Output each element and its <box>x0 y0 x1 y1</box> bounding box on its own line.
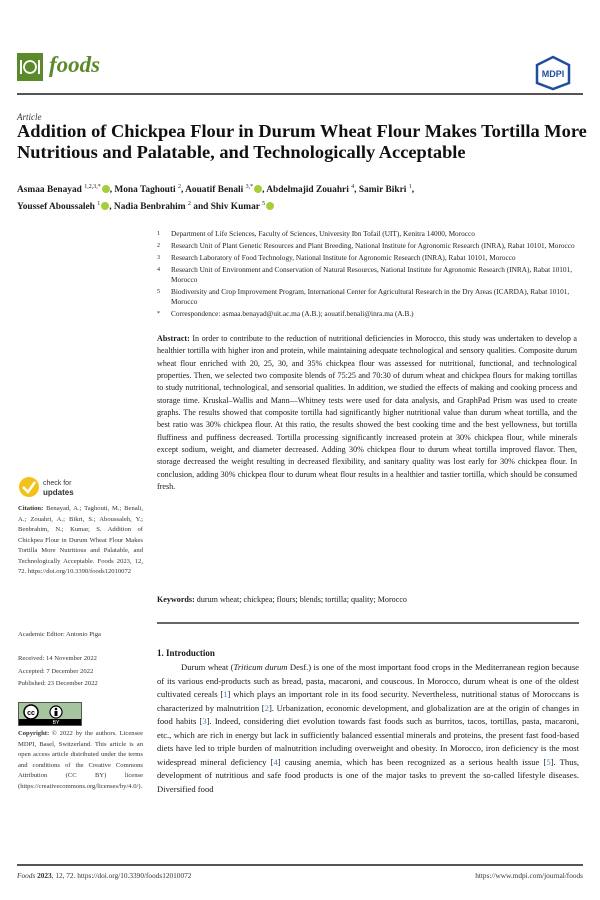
check-for-updates-badge[interactable] <box>18 475 88 501</box>
author-list: Asmaa Benayad $^{1,2,3,*}$ , Mona Taghouti $^2$, Aouatif Benali $^{3,*}$ , Abdelmajid Zouahri $^4$, Samir Bikri $^1$, Youssef Aboussaleh $^1$ , Nadia Benbrahim $^2$ and Shiv Kumar $^5$ <box>17 184 415 213</box>
author-name: Shiv Kumar <box>210 202 260 213</box>
author-affiliation-marker: 2 <box>187 201 191 208</box>
orcid-icon[interactable] <box>254 185 262 193</box>
citation-label: Citation: <box>18 505 44 512</box>
affiliation-number: 3 <box>157 255 160 261</box>
author[interactable] <box>266 185 354 195</box>
intro-text: ] causing anemia, which has been recognized as a serious health issue [ <box>277 756 547 767</box>
author-name: Youssef Aboussaleh <box>17 202 95 213</box>
affiliation-number: * <box>157 311 160 317</box>
copyright-notice <box>18 729 143 793</box>
author[interactable] <box>185 185 262 195</box>
author-name: Aouatif Benali <box>185 185 244 196</box>
intro-text: ]. Indeed, considering diet evolution towards fast foods such as burritos, tacos, tortillas, pasta, macaroni, etc., which are rich in energy but lack in sufficiently balanced essential minerals and proteins, the present fast food-based diets have led to triple burden of malnutrition including overweight and obesity. In Morocco, iron deficiency is the most widespread mineral deficiency [ <box>157 716 579 767</box>
citation-link[interactable]: 2 <box>264 702 269 713</box>
author[interactable] <box>114 202 191 212</box>
citation-link[interactable]: 4 <box>273 756 278 767</box>
orcid-icon[interactable] <box>101 202 109 210</box>
journal-logo <box>17 53 43 81</box>
citation-block <box>18 504 143 578</box>
intro-text: ]. Urbanization, economic development, and globalization are at the origin of changes in food habits [ <box>157 702 579 726</box>
affiliation-number: 4 <box>157 267 160 273</box>
cc-label: BY <box>52 720 60 725</box>
journal-name[interactable]: foods <box>49 52 101 77</box>
footer-doi[interactable]: , 12, 72. https://doi.org/10.3390/foods12010072 <box>51 871 192 880</box>
intro-text: Desf.) is one of the most important food crops in the Mediterranean region because of its various end-products such as bread, pasta, macaroni, and couscous. In Morocco, durum wheat is one of the oldest cultivated cereals [ <box>157 662 579 699</box>
author-affiliation-marker: 2 <box>177 184 181 190</box>
article-title: Addition of Chickpea Flour in Durum Wheat Flour Makes Tortilla More Nutritious and Palatable, and Technologically Acceptable <box>17 121 587 162</box>
svg-text:cc: cc <box>27 710 35 717</box>
citation-link[interactable]: 5 <box>546 756 551 767</box>
affiliation-item <box>157 241 577 251</box>
species-name: Triticum durum <box>233 662 288 672</box>
author[interactable] <box>17 202 109 212</box>
copyright-text: © 2022 by the authors. Licensee MDPI, Basel, Switzerland. This article is an open access article distributed under the terms and conditions of the Creative Commons Attribution (CC BY) license (https://creativecommons.org/licenses/by/4.0/). <box>18 730 144 790</box>
affiliation-item <box>157 253 577 263</box>
check-updates-line2: updates <box>43 488 74 497</box>
author-affiliation-marker: 3,* <box>245 184 254 190</box>
intro-text: ]. Thus, development of nutritious and safe food products is one of the major tasks to prevent the so-called lifestyle diseases. Diversified food <box>157 756 579 794</box>
intro-text: Durum wheat ( <box>181 662 234 672</box>
footer-journal: Foods <box>17 871 36 880</box>
citation-text: Benayad, A.; Taghouti, M.; Benali, A.; Zouahri, A.; Bikri, S.; Aboussaleh, Y.; Benbrahim, N.; Kumar, S. Addition of Chickpea Flour in Durum Wheat Flour Makes Tortilla More Nutritious and Palatable, and Technologically Acceptable. Foods 2023, 12, 72. https://doi.org/10.3390/foods12010072 <box>18 505 143 575</box>
citation-link[interactable]: 1 <box>223 689 228 699</box>
affiliation-text: Research Unit of Plant Genetic Resources and Plant Breeding, National Institute for Agronomic Research (INRA), Rabat 10101, Morocco <box>171 241 575 250</box>
keywords-text: durum wheat; chickpea; flours; blends; tortilla; quality; Morocco <box>196 595 407 604</box>
affiliations <box>157 229 577 321</box>
mdpi-logo-text: MDPI <box>541 69 565 79</box>
publication-dates <box>18 653 143 691</box>
author[interactable] <box>114 185 181 195</box>
footer-citation <box>17 871 191 880</box>
affiliation-item <box>157 265 577 285</box>
orcid-icon[interactable] <box>102 185 110 193</box>
affiliation-item <box>157 229 577 239</box>
author-name: Asmaa Benayad <box>17 185 82 196</box>
cc-by-license-badge[interactable] <box>18 702 82 726</box>
keywords-divider <box>157 622 579 624</box>
intro-text: ] which plays an important role in its food security. Nevertheless, nutritional status of Moroccans is characterized by malnutrition [ <box>157 689 579 713</box>
author-affiliation-marker: 1 <box>408 184 412 190</box>
accepted-date: Accepted: 7 December 2022 <box>18 667 94 675</box>
affiliation-item <box>157 309 577 319</box>
academic-editor: Academic Editor: Antonio Piga <box>18 631 101 638</box>
affiliation-number: 1 <box>157 231 160 237</box>
abstract-text: In order to contribute to the reduction of nutritional deficiencies in Morocco, this study was undertaken to develop a healthier tortilla with higher iron and protein, while maintaining adequate technological and sensory qualities. Composite durum wheat flour enriched with 20, 25, 30, and 35% chickpea flour was assessed for nutritional, functional, and technological properties. Then, we selected two composite blends of 75:25 and 70:30 of durum wheat and chickpea flours for making tortillas to study nutritional, technological, and sensorial qualities. In addition, we studied the effects of making and cooking process and storage time. Kruskal–Wallis and Mann—Whitney tests were used for data analysis, and GraphPad Prism was used to create graphs. The results showed that composite tortilla had significantly higher nutritional value than durum wheat tortilla, and the best ratio was 30% chickpea flour. At this ratio, the results showed the best cooking time and the best yellowness, but tortilla fluffiness and puffiness decreased. Tortilla processing significantly increased protein at 30% chickpea flour, while minerals except sodium, weight, and diameter decreased. Adding 30% chickpea flour to durum wheat tortilla improved flavor. Then, storage decreased the weight resulting in decreased flexibility, and sanitary quality was lost early for 30% chickpea flour. In conclusion, adding 30% chickpea flour to durum wheat flour results in a healthier and tastier tortilla, which should be consumed fresh. <box>157 334 578 492</box>
author-name: Abdelmajid Zouahri <box>266 185 349 196</box>
author-affiliation-marker: 4 <box>351 184 355 190</box>
author[interactable] <box>359 185 412 195</box>
author-affiliation-marker: 5 <box>262 201 266 208</box>
orcid-icon[interactable] <box>266 202 274 210</box>
keywords-label: Keywords: <box>157 595 195 604</box>
check-updates-line1: check for <box>43 480 72 487</box>
affiliation-text: Research Laboratory of Food Technology, National Institute for Agronomic Research (INRA), Rabat 10101, Morocco <box>171 253 516 262</box>
abstract <box>157 333 577 493</box>
author-name: Samir Bikri <box>358 185 407 196</box>
section-heading: 1. Introduction <box>157 648 215 658</box>
copyright-label: Copyright: <box>18 730 50 737</box>
intro-paragraph <box>157 661 579 796</box>
checkmark-icon <box>19 477 39 497</box>
received-date: Received: 14 November 2022 <box>18 655 97 662</box>
keywords <box>157 595 577 604</box>
author[interactable] <box>211 202 274 212</box>
affiliation-text: Biodiversity and Crop Improvement Program, International Center for Agricultural Research in the Dry Areas (ICARDA), Rabat 10101, Morocco <box>171 287 570 306</box>
footer-divider <box>17 864 583 866</box>
published-date: Published: 23 December 2022 <box>18 680 98 687</box>
affiliation-item <box>157 287 577 307</box>
affiliation-text: Correspondence: asmaa.benayad@uit.ac.ma (A.B.); aouatif.benali@inra.ma (A.B.) <box>171 309 414 318</box>
author-affiliation-marker: 1,2,3,* <box>84 184 101 190</box>
author-name: Nadia Benbrahim <box>113 202 186 213</box>
affiliation-number: 2 <box>157 243 160 249</box>
affiliation-text: Research Unit of Environment and Conservation of Natural Resources, National Institute for Agronomic Research (INRA), Rabat 10101, Morocco <box>171 265 573 284</box>
author-name: Mona Taghouti <box>114 185 176 196</box>
article-type: Article <box>17 112 42 122</box>
citation-link[interactable]: 3 <box>202 716 207 726</box>
header-divider <box>17 93 583 95</box>
footer-journal-url[interactable]: https://www.mdpi.com/journal/foods <box>475 871 583 880</box>
footer-year: 2023 <box>37 871 52 880</box>
affiliation-text: Department of Life Sciences, Faculty of Sciences, University Ibn Tofail (UIT), Kenitra 14000, Morocco <box>171 229 475 238</box>
author[interactable] <box>17 185 110 195</box>
author-affiliation-marker: 1 <box>97 201 101 208</box>
affiliation-number: 5 <box>157 289 160 295</box>
mdpi-logo[interactable] <box>533 55 573 91</box>
abstract-label: Abstract: <box>157 334 190 343</box>
plate-cutlery-icon <box>19 57 41 77</box>
